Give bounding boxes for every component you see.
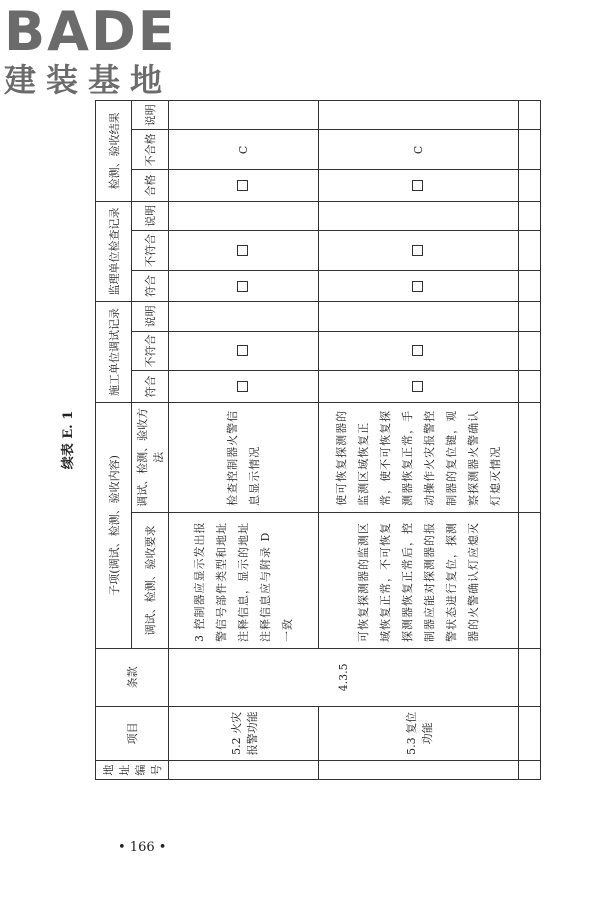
checkbox-icon[interactable] (237, 381, 248, 392)
logo (4, 0, 177, 99)
checkbox-icon[interactable] (237, 245, 248, 256)
row-item: 5.2 火灾报警功能 (169, 706, 319, 760)
rotated-table-page (61, 100, 585, 780)
result-mark: C (169, 130, 319, 170)
result-mark: C (319, 130, 519, 170)
header-clause: 条款 (96, 649, 169, 707)
row-item: 5.3 复位功能 (319, 706, 519, 760)
table-row (519, 101, 541, 780)
header-construction: 施工单位调试记录 (96, 302, 132, 403)
header-item: 项目 (96, 706, 169, 760)
header-supervision: 监理单位检查记录 (96, 201, 132, 302)
checkbox-icon[interactable] (412, 245, 423, 256)
row-clause: 4.3.5 (169, 649, 519, 707)
logo-subtitle: 建装基地 (4, 61, 173, 99)
checkbox-icon[interactable] (412, 345, 423, 356)
header-qualified: 合格 (132, 170, 169, 201)
row-method: 检查控制器火警信息显示情况 (169, 402, 319, 512)
checkbox-icon[interactable] (237, 281, 248, 292)
header-nonconform: 不符合 (132, 331, 169, 371)
logo-word: BADE (4, 0, 177, 63)
header-conform: 符合 (132, 270, 169, 301)
header-note: 说明 (132, 101, 169, 130)
checkbox-icon[interactable] (412, 381, 423, 392)
header-subitem: 子项(调试、检测、验收内容) (96, 402, 132, 648)
row-method: 使可恢复探测器的监测区域恢复正常，使不可恢复探测器恢复正常，手动操作火灾报警控制器的复位键，观察探测器火警确认灯熄灭情况 (319, 402, 519, 512)
header-result: 检测、验收结果 (96, 101, 132, 202)
table-row (169, 101, 319, 780)
checkbox-icon[interactable] (237, 345, 248, 356)
checkbox-icon[interactable] (412, 180, 423, 191)
header-note: 说明 (132, 201, 169, 230)
table-caption: 续表 E. 1 (61, 410, 76, 470)
inspection-table (95, 100, 541, 780)
checkbox-icon[interactable] (237, 180, 248, 191)
header-method: 调试、检测、验收方法 (132, 402, 169, 512)
header-unqualified: 不合格 (132, 130, 169, 170)
header-requirement: 调试、检测、验收要求 (132, 512, 169, 648)
checkbox-icon[interactable] (412, 281, 423, 292)
page-number: • 166 • (118, 840, 167, 855)
row-requirement: 可恢复探测器的监测区域恢复正常，不可恢复探测器恢复正常后，控制器应能对探测器的报警状态进行复位，探测器的火警确认灯应熄灭 (319, 512, 519, 648)
header-note: 说明 (132, 302, 169, 331)
header-nonconform: 不符合 (132, 231, 169, 271)
row-requirement: 3 控制器应显示发出报警信号部件类型和地址注释信息，显示的地址注释信息应与附录 D 一致 (169, 512, 319, 648)
header-address: 地址编号 (96, 761, 169, 780)
header-conform: 符合 (132, 371, 169, 402)
